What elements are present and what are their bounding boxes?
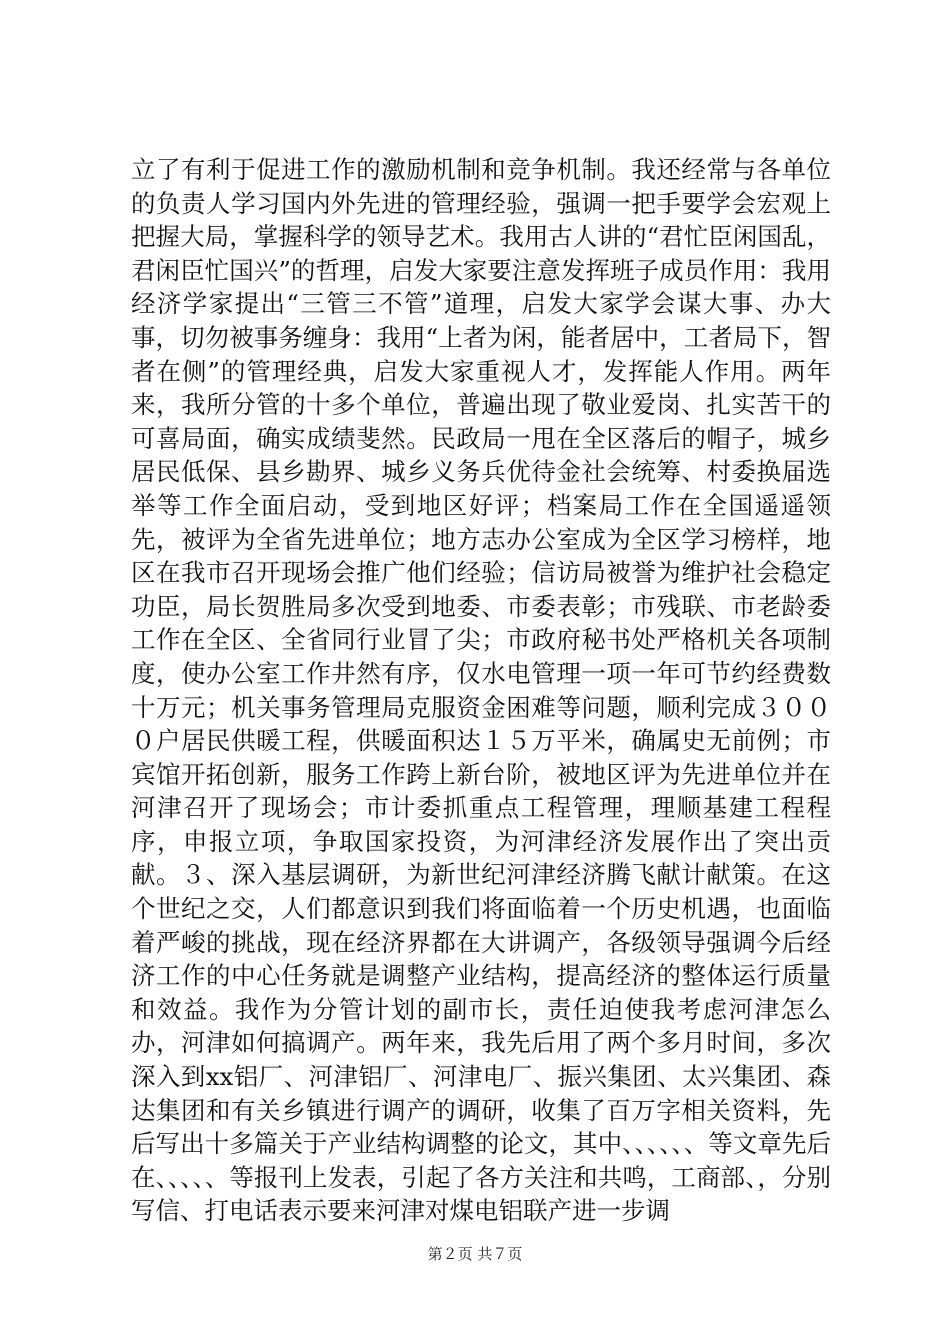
page-number-footer: 第２页 共７页 xyxy=(427,1245,523,1263)
body-paragraph: 立了有利于促进工作的激励机制和竞争机制。我还经常与各单位的负责人学习国内外先进的管理经验，强调一把手要学会宏观上把握大局，掌握科学的领导艺术。我用古人讲的“君忙臣闲国乱，君闲臣忙国兴”的哲理，启发大家要注意发挥班子成员作用：我用经济学家提出“三管三不管”道理，启发大家学会谋大事、办大事，切勿被事务缠身：我用“上者为闲，能者居中，工者局下，智者在侧”的管理经典，启发大家重视人才，发挥能人作用。两年来，我所分管的十多个单位，普遍出现了敬业爱岗、扎实苦干的可喜局面，确实成绩斐然。民政局一甩在全区落后的帽子，城乡居民低保、县乡勘界、城乡义务兵优待金社会统筹、村委换届选举等工作全面启动，受到地区好评；档案局工作在全国遥遥领先，被评为全省先进单位；地方志办公室成为全区学习榜样，地区在我市召开现场会推广他们经验；信访局被誉为维护社会稳定功臣，局长贺胜局多次受到地委、市委表彰；市残联、市老龄委工作在全区、全省同行业冒了尖；市政府秘书处严格机关各项制度，使办公室工作井然有序，仅水电管理一项一年可节约经费数十万元；机关事务管理局克服资金困难等问题，顺利完成３０００户居民供暖工程，供暖面积达１５万平米，确属史无前例；市宾馆开拓创新，服务工作跨上新台阶，被地区评为先进单位并在河津召开了现场会；市计委抓重点工程管理，理顺基建工程程序，申报立项，争取国家投资，为河津经济发展作出了突出贡献。３、深入基层调研，为新世纪河津经济腾飞献计献策。在这个世纪之交，人们都意识到我们将面临着一个历史机遇，也面临着严峻的挑战，现在经济界都在大讲调产，各级领导强调今后经济工作的中心任务就是调整产业结构，提高经济的整体运行质量和效益。我作为分管计划的副市长，责任迫使我考虑河津怎么办，河津如何搞调产。两年来，我先后用了两个多月时间，多次深入到xx铝厂、河津铝厂、河津电厂、振兴集团、太兴集团、森达集团和有关乡镇进行调产的调研，收集了百万字相关资料，先后写出十多篇关于产业结构调整的论文，其中、、、、、、等文章先后在、、、、、等报刊上发表，引起了各方关注和共鸣，工商部、，分别写信、打电话表示要来河津对煤电铝联产进一步调 xyxy=(131,155,831,1226)
